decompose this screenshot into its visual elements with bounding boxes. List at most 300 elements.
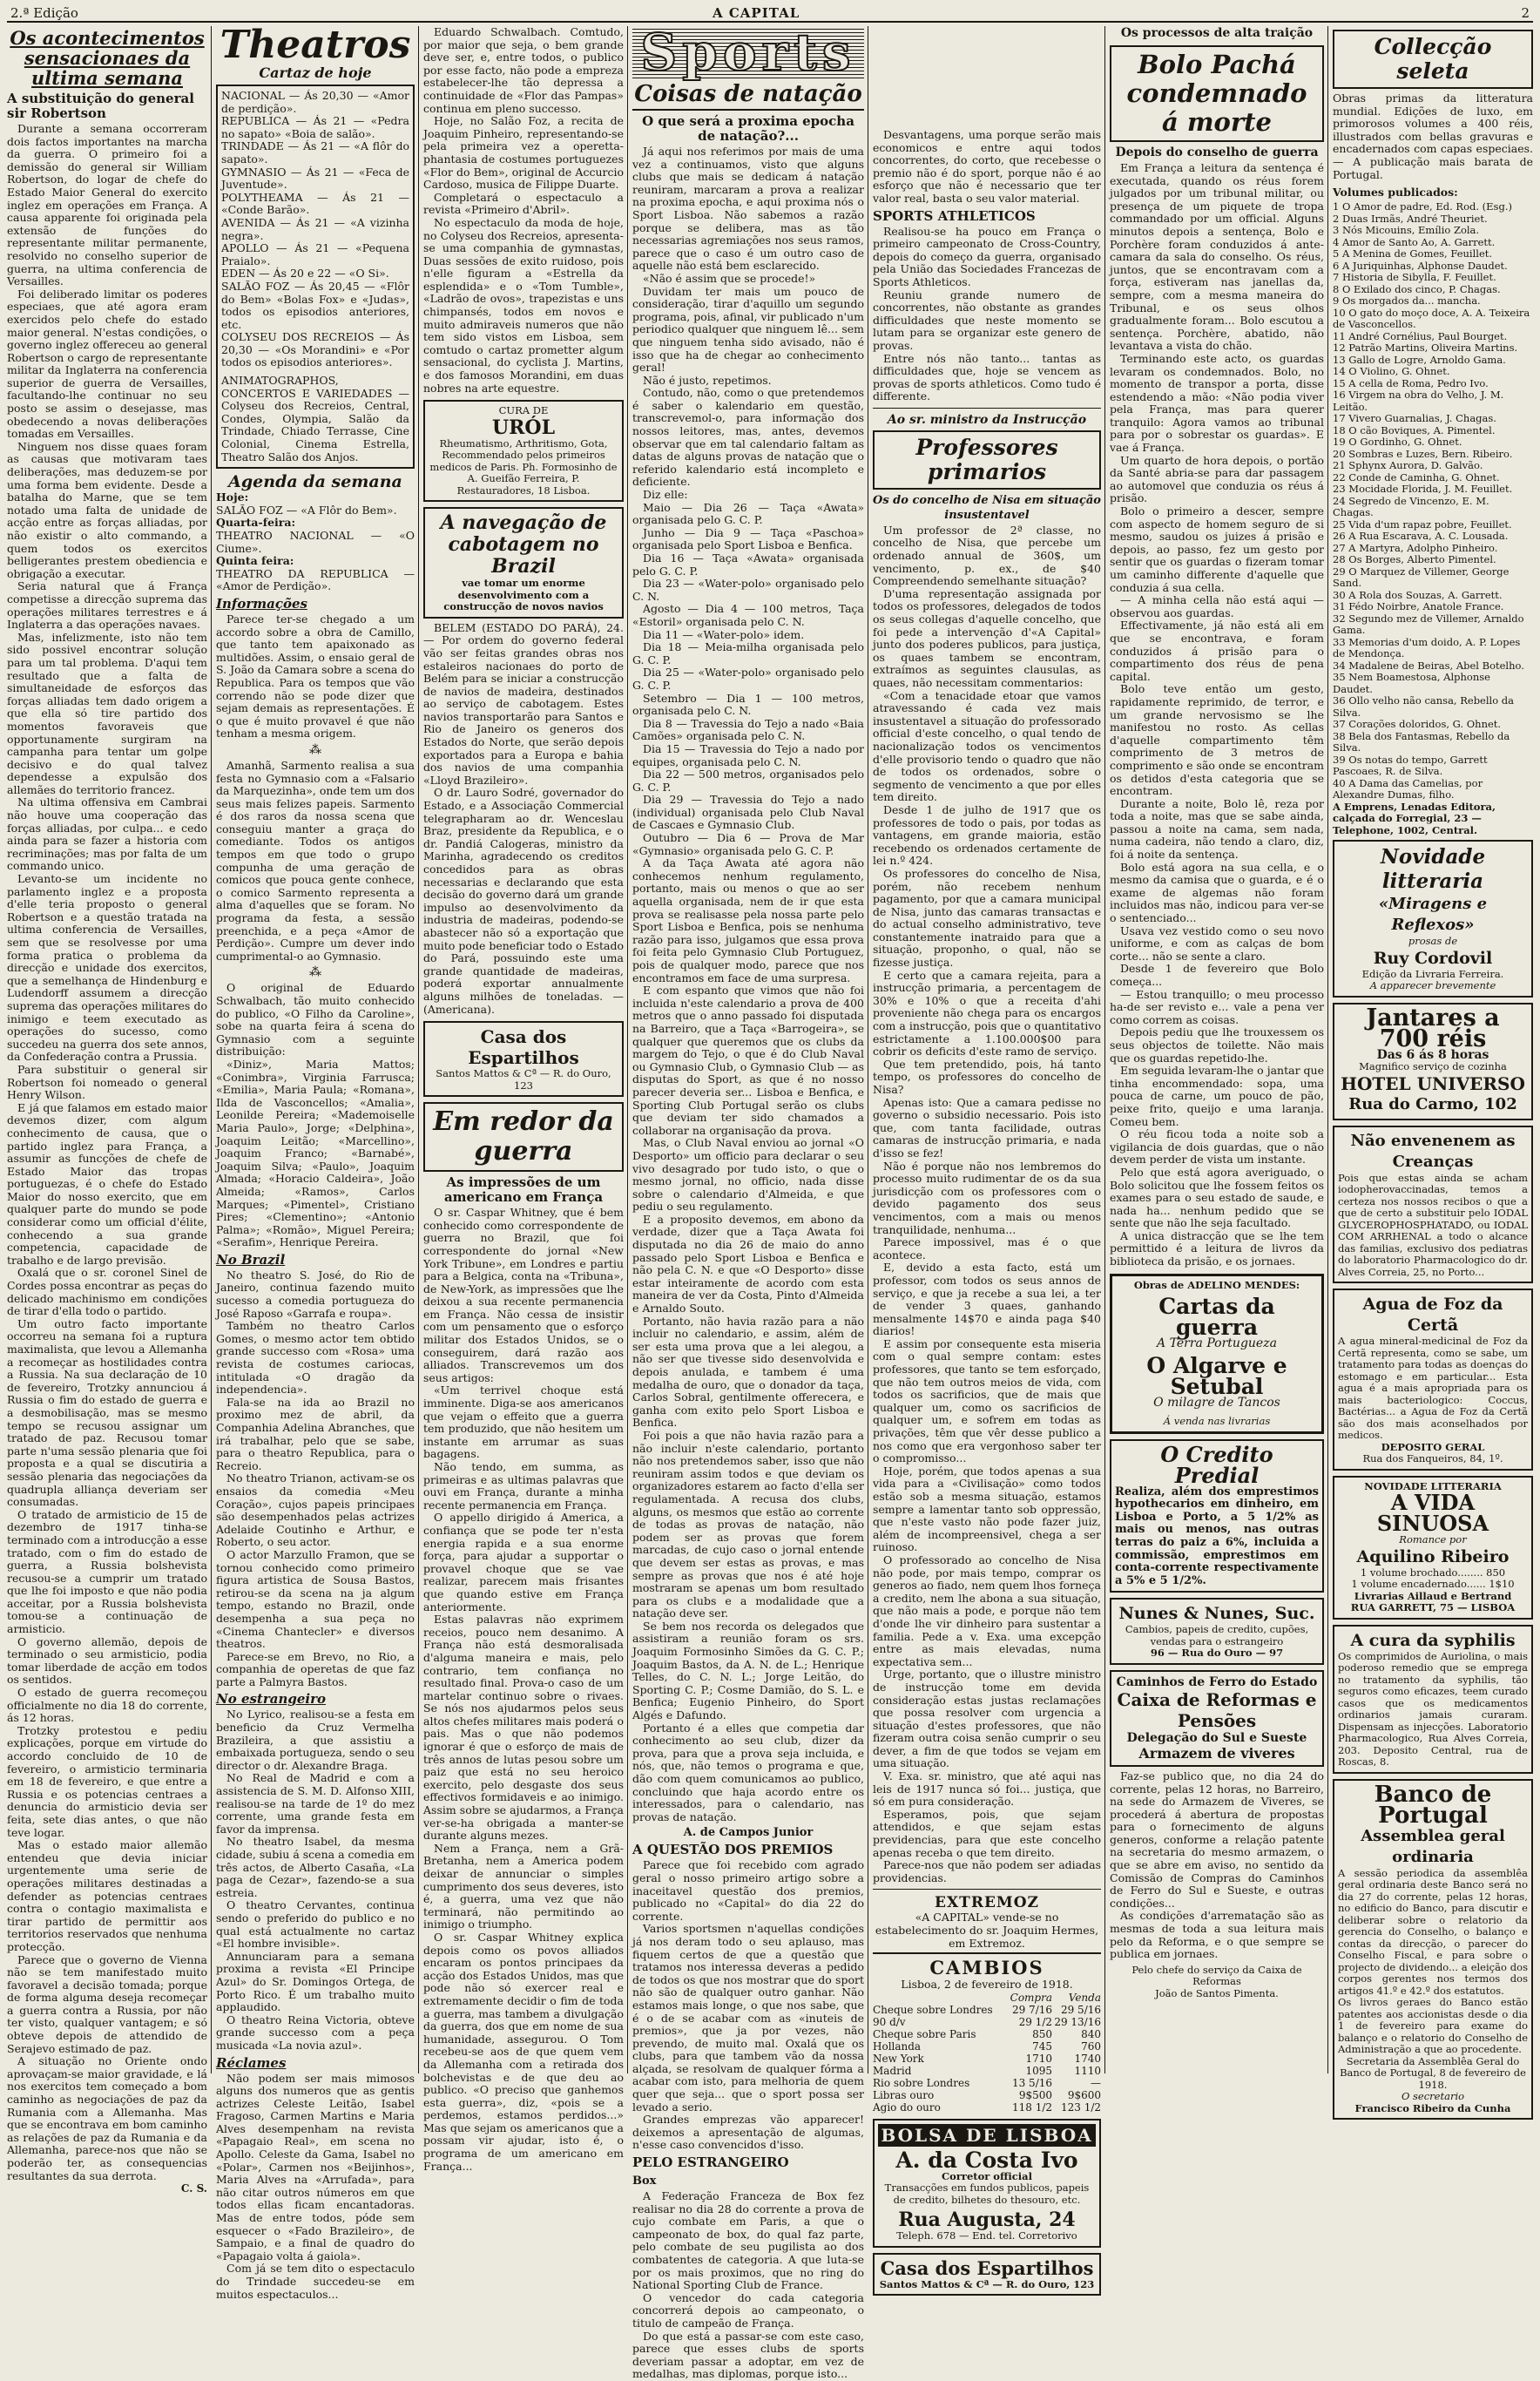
paragraph: E, devido a esta facto, está um professor, com todos os seus annos de serviço, e que ja recebe a sua lei, a ter de vender 3 quaes, ganhando mensalmente 14$70 e ainda paga $40 diarios! <box>873 1261 1101 1338</box>
ad-title: O Algarve e Setubal <box>1146 1352 1287 1399</box>
calendar-entry: Dia 11 — «Water-polo» idem. <box>643 627 805 641</box>
syphilis-ad <box>1333 1625 1533 1774</box>
article-subtitle: Os do concelho de Nisa em situação insustentavel <box>873 493 1101 522</box>
paragraph: Faz-se publico que, no dia 24 do corrente, pelas 12 horas, no Barreiro, na sede do Armazem de Viveres, se procederá á abertura de propostas para o fornecimento de alguns generos, conforme a relação patente na secretaria do mesmo armazem, o que se abre em aviso, no sentido da Comissão de Compras do Caminhos de Ferro do Sul e Sueste, e outras condições... <box>1110 1769 1324 1910</box>
ad-title: Casa dos Espartilhos <box>880 2256 1094 2279</box>
calendar-entry: Setembro — Dia 1 — 100 metros, organisada pelo C. N. <box>632 691 864 718</box>
ad-text: Magnifico serviço de cozinha <box>1359 1060 1507 1073</box>
ad-subtitle: Assemblea geral ordinaria <box>1361 1826 1505 1866</box>
page-number: 2 <box>1521 5 1530 21</box>
paragraph: O professorado ao concelho de Nisa não pode, por mais tempo, comprar os generos ao fiado, nem quem lhos forneça a credito, nem lhe abona a sua situação, que não mais a pode, e porque não tem d'onde lhe vir dinheiro para sustentar a familia. Pede a v. Exa. uma excepção entre as mais elevadas, numa expectativa sem... <box>873 1552 1101 1668</box>
paragraph: No Real de Madrid e com a assistencia de S. M. D. Alfonso XIII, realisou-se na tarde de 1º do mez corrente, uma grande festa em favor da imprensa. <box>216 1771 415 1836</box>
notice-title: Caixa de Reformas e Pensões <box>1117 1688 1317 1731</box>
ad-address: RUA GARRETT, 75 — LISBOA <box>1350 1601 1516 1614</box>
paragraph: Foi deliberado limitar os poderes especiaes, que até agora eram exercidos pelo chefe do estado maior general. N'estas condições, o governo inglez offereceu ao general Robertson o cargo de representante militar da Inglaterra na conferencia superior de guerra de Versailles, facultando-lhe continuar no seu posto se assim o desejasse, mas obedecendo a novas deliberações tomadas em Versailles. <box>7 287 207 441</box>
paragraph: V. Exa. sr. ministro, que até aqui nas leis de 1917 nunca só foi... justiça, que só em pura consideração. <box>873 1769 1101 1809</box>
list-item: 27 A Martyra, Adolpho Pinheiro. <box>1333 541 1498 554</box>
ad-head: NOVIDADE LITTERARIA <box>1364 1479 1502 1492</box>
paragraph: No Lyrico, realisou-se a festa em beneficio da Cruz Vermelha Brazileira, a que assistiu a embaixada portugueza, sendo o seu director o dr. Alexandre Braga. <box>216 1708 415 1772</box>
paragraph: A da Taça Awata até agora não conhecemos nenhum regulamento, portanto, mais ou menos o que ao ser aquella organisada, nem de ir que esta prova se realisasse pela nossa parte pelo Sport Lisboa e Benfica, pois se nenhuma razão para isso, julgamos que essa prova foi feita pelo Gymnasio Club Portuguez, pois de qualquer modo, parece que nos encontramos em face de uma surpresa. <box>632 856 864 984</box>
paragraph: Um professor de 2ª classe, no concelho de Nisa, que percebe um ordenado annual de 360$, um vencimento, p. ex., de $40 Compreendendo semelhante situação? <box>873 523 1101 588</box>
article-title: Bolo Pachá condemnado á morte <box>1126 50 1307 137</box>
divider <box>632 109 864 111</box>
paragraph: D'uma representação assignada por todos os professores, delegados de todos os seus collegas d'aquelle concelho, que foi pede a intervenção d'«A Capital» junto dos poderes publicos, para justiça, os quaes tambem se encontram, extraímos as seguintes clausulas, as quaes, não necessitam commentarios: <box>873 586 1101 689</box>
article-headline-box <box>423 507 624 619</box>
ad-title: Não envenenem as Creanças <box>1350 1131 1516 1171</box>
ad-subtitle: Romance por <box>1399 1533 1467 1546</box>
list-item: 24 Segredo de Vincenzo, E. M. Chagas. <box>1333 494 1489 519</box>
paragraph: E com espanto que vimos que não foi incluida n'este calendario a prova de 400 metros que o anno passado foi disputada na Barreiro, que a Taça «Barrogeira», se qualquer que queremos que os clubs da margem do Tejo, o que é do Club Naval ou Gymnasio Club, o Gymnasio Club — as disputas do Sport, as que é no nosso parecer deveria ser... Lisboa e Benfica, e Sporting Club Portugal serão os clubs que deviam ter sido chamados a collaborar na organisação da prova. <box>632 984 864 1137</box>
calendar-entry: Dia 8 — Travessia do Tejo a nado «Baia Camões» organisada pelo C. N. <box>632 716 864 743</box>
cambios-date: Lisboa, 2 de fevereiro de 1918. <box>901 1978 1073 1992</box>
ad-title: A cura da syphilis <box>1350 1630 1516 1650</box>
paragraph: Desvantagens, uma porque serão mais economicos e entre aqui todos concorrentes, do corto, que recebesse o premio não é do sport, porque não é ao esforço que não é necessario que ter valor real, basta o seu valor material. <box>873 128 1101 205</box>
ad-footer: Á venda nas livrarias <box>1163 1415 1271 1428</box>
paragraph: E certo que a camara rejeita, para a instrucção primaria, a percentagem de 30% e 10% o que a receita d'ahi proveniente não chega para os encargos com a instrucção, pois que o quantitativo estrictamente a 1.100.000$00 para cobrir os deficits d'este ramo de serviço. <box>873 968 1101 1059</box>
paragraph: Em França a leitura da sentença é executada, quando os réus forem julgados por um tribunal militar, ou presença de um piquete de tropa commandado por um official. Alguns minutos depois a sentença, Bolo e Porchère foram conduzidos á ante-camara da sala do conselho. Os réus, juntos, que se encontravam com a força, estiveram nas janellas da, sempre, com a mesma maneira do Tribunal, e os seus olhos gradualmente foram... Bolo escutou a sentença. Porchère, abatido, não levantava a vista do chão. <box>1110 161 1324 353</box>
list-item: 34 Madalene de Beiras, Abel Botelho. <box>1333 659 1524 672</box>
ad-author: Ruy Cordovil <box>1373 948 1493 968</box>
calendar-entry: Dia 29 — Travessia do Tejo a nado (individual) organisada pelo Club Naval de Cascaes e Gymnasio Club. <box>632 793 864 832</box>
volume-list <box>1333 201 1533 802</box>
paragraph: Portanto é a elles que competia dar conhecimento ao seu club, dizer da prova, para que a prova seja incluida, e nós, que, não temos o programa e que, dão com quem comunicamos ao publico, concluindo que haja acordo entre os interessados, para o calendario, nas provas de natação. <box>632 1721 864 1823</box>
article-headline-box <box>1110 45 1324 142</box>
paragraph: O vencedor do cada categoria concorrerá depois ao campeonato, o titulo de campeão de França. <box>632 2290 864 2330</box>
divider <box>873 1889 1101 1890</box>
column-5 <box>873 26 1101 2290</box>
signature: C. S. <box>180 2182 207 2195</box>
paragraph: O appello dirigido á America, a confiança que se pode ter n'esta energia rapida e a sua enorme força, para ajudar a supportar o provavel choque que se vae realizar, parecem mais frisantes que quando estive em França anteriormente. <box>423 1511 624 1613</box>
list-item: 29 O Marquez de Villemer, George Sand. <box>1333 565 1510 590</box>
ad-subtitle: A Terra Portugueza <box>1157 1336 1277 1351</box>
column-1 <box>7 26 207 2195</box>
paragraph: Um outro facto importante occorreu na semana foi a ruptura maximalista, que levou a Allemanha a recomeçar as hostilidades contra a Russia. Na sua declaração de 10 de fevereiro, Trotzky annunciou á Russia o fim do estado de guerra e a desmobilisação, mas se mesmo tempo se recusou assignar um tratado de paz. Recusou tomar parte n'uma sessão plenaria que foi proposta e a qual se discutiria a sessão plenaria das negociações da quadrupla alliança deveriam ser consumadas. <box>7 1316 207 1509</box>
ad-title: A VIDA SINUOSA <box>1376 1490 1489 1537</box>
listing-item: SALÃO FOZ — Ás 20,45 — «Flôr do Bem» «Bolas Fox» e «Judas», todos os episodios anteriores, etc. <box>221 279 409 331</box>
section-title: EXTREMOZ <box>935 1894 1039 1912</box>
paragraph: A unica distracção que se lhe tem permittido é a leitura de livros da biblioteca da prisão, e os jornaes. <box>1110 1228 1324 1268</box>
article-headline-box <box>423 1102 624 1172</box>
notice-subtitle: Armazem de viveres <box>1138 1744 1295 1762</box>
ad-text: Realiza, além dos emprestimos hypothecarios em dinheiro, em Lisboa e Porto, a 5 1/2% as mais ou menos, nas outras terras do paiz a 6%, incluida a commissão, emprestimos em conta-corrente respectivamente a 5% e 5 1/2%. <box>1115 1485 1319 1587</box>
list-item: 26 A Rua Escarava, A. C. Lousada. <box>1333 530 1509 543</box>
calendar-entry: Agosto — Dia 4 — 100 metros, Taça «Estoril» organisada pelo C. N. <box>632 602 864 628</box>
column-4 <box>632 23 864 2381</box>
paragraph: Apenas isto: Que a camara pedisse no governo o subsidio necessario. Pois isto que, com tanta facilidade, outras camaras de instrucção primaria, e nada d'isso se fez! <box>873 1095 1101 1160</box>
list-item: 25 Vida d'um rapaz pobre, Feuillet. <box>1333 517 1512 531</box>
calendar-entry: Dia 15 — Travessia do Tejo a nado por equipes, organisada pelo C. N. <box>632 741 864 768</box>
edition-label: 2.ª Edição <box>10 5 78 21</box>
paragraph: Contudo, não, como o que pretendemos é saber o kalendario em questão, transcrevemol-o, para informação dos nossos leitores, mas, antes, devemos observar que em tal calendario faltam as datas de alguns provas de natação que o referido kalendario está incompleto e deficiente. <box>632 386 864 489</box>
section-subtitle: Box <box>632 2175 657 2188</box>
column-rule <box>1327 26 1328 2073</box>
paragraph: Com já se tem dito o espectaculo do Trindade succedeu-se em muitos espectaculos... <box>216 2262 415 2301</box>
publisher-note: A Emprens, Lenadas Editora, calçada do Forregial, 23 — Telephone, 1002, Central. <box>1333 800 1496 836</box>
calendar-entry: Dia 22 — 500 metros, organisados pelo G. C. P. <box>632 768 864 794</box>
ad-phone: Teleph. 678 — End. tel. Corretorivo <box>896 2229 1077 2242</box>
list-item: 31 Fédo Noirbre, Anatole France. <box>1333 600 1504 613</box>
column-rule <box>418 26 419 2073</box>
ad-text: Santos Mattos & Cª — R. do Ouro, 123 <box>436 1067 611 1092</box>
list-item: 14 O Violino, G. Ohnet. <box>1333 365 1450 378</box>
nunes-ad <box>1110 1598 1324 1665</box>
article-subtitle: Depois do conselho de guerra <box>1115 145 1319 159</box>
list-item: 35 Nem Boamestosa, Alphonse Daudet. <box>1333 671 1490 695</box>
notice-box <box>1110 1670 1324 1767</box>
paragraph: Reuniu grande numero de concorrentes, não obstante as grandes difficuldades que neste momento se lutam para se organizar este genero de provas. <box>873 287 1101 352</box>
paragraph: Diz elle: <box>643 488 688 502</box>
paragraph: Entre nós não tanto... tantas as difficuldades que, hoje se vencem as provas de sports athleticos. Como tudo é differente. <box>873 351 1101 403</box>
ad-name: HOTEL UNIVERSO <box>1341 1072 1525 1094</box>
listing-item: ANIMATOGRAPHOS, CONCERTOS E VARIEDADES — Colyseu dos Recreios, Central, Condes, Olympia, Salão da Trindade, Chiado Terrasse, Cine Colonial, Cinema Estrella, Theatro Salão dos Anjos. <box>221 374 409 463</box>
paragraph: E já que falamos em estado maior devemos dizer, com algum conhecimento de causa, que o partido inglez para França, a assumir as funcções de chefe de Estado Maior das tropas portuguezas, é o chefe do Estado Maior do nosso exercito, que em qualquer parte do mundo se pode considerar como um official d'élite, conhecendo a sua grande competencia, capacidade de trabalho e de largo previsão. <box>7 1100 207 1267</box>
list-item: 32 Segundo mez de Villemer, Arnaldo Gama. <box>1333 612 1524 637</box>
agenda-list <box>216 491 415 593</box>
ad-title: Novidade litteraria <box>1380 845 1486 894</box>
section-title: No estrangeiro <box>216 1691 327 1708</box>
paragraph: Portanto, não havia razão para a não incluir no calendario, e assim, além de ser esta uma prova que a lei alegou, a não ser que tivesse sido desenvolvida e depois anulada, e tambem é uma medalha de ouro, que o donador da taça, Carlos Sobral, gentilmente offerecera, e ganha com exito pelo Sport Lisboa e Benfica. <box>632 1314 864 1430</box>
paragraph: Não é porque não nos lembremos do processo muito rudimentar de os da sua jurisdicção com os professores com o devido pagamento dos seus vencimentos, com a mais ou menos tranquilidade, nenhuma... <box>873 1159 1101 1236</box>
ad-title: URÓL <box>491 416 556 439</box>
ad-text: A sessão periodica da assemblêa geral ordinaria deste Banco será no dia 27 do corrente, pelas 12 horas, no edificio do Banco, para discutir e deliberar sobre o relatorio da gerencia do Conselho, o balanço e contas da direcção, o parecer do Conselho Fiscal, e para sobre o projecto de dividendo... a eleição dos corpos gerentes nos termos dos artigos 41.º e 42.º dos estatutos. <box>1338 1866 1528 1997</box>
paragraph: Já aqui nos referimos por mais de uma vez a continuamos, visto que alguns clubs que mais se dedicam á natação reuniram, marcaram a prova a realizar na proxima epocha, e aqui proxima nós o Sport Lisboa. Não sabemos a razão porque se delibera, mas as tão necessarias agremiações nos seus ramos, parece que o caso é um outro caso de aquelle não está bem esclarecido. <box>632 145 864 273</box>
paragraph: Annunciaram para a semana proxima a revista «El Principe Azul» do Sr. Domingos Ortega, de Porto Rico. É um trabalho muito applaudido. <box>216 1949 415 2014</box>
paragraph: Mas, o Club Naval enviou ao jornal «O Desporto» um officio para declarar o seu vivo desagrado por tudo isto, o que o mesmo jornal, no officio, nada disse sobre o calendario d'Almeida, e que pediu o seu regulamento. <box>632 1136 864 1214</box>
section-title: A QUESTÃO DOS PREMIOS <box>632 1842 834 1858</box>
table-row: Agio do ouro 118 1/2 123 1/2 <box>873 2100 1101 2114</box>
ad-text: Pois que estas ainda se acham iodopherovaccinadas, temos a certeza nos nossos recibos o que a que de certo a substituir pelo IODAL GLYCEROPHOSPHATADO, ou IODAL COM ARRHENAL a todo o alcance das familias, exclusivo dos pediatras do laboratorio Pharmacologico do dr. Alves Correia, 25, no Porto... <box>1338 1171 1528 1278</box>
list-item: 9 Os morgados da... mancha. <box>1333 294 1481 308</box>
sports-masthead-continued <box>873 26 1101 129</box>
list-item: 10 O gato do moço doce, A. A. Teixeira de Vasconcellos. <box>1333 306 1530 331</box>
list-item: 15 A cella de Roma, Pedro Ivo. <box>1333 376 1489 389</box>
paragraph: Parece impossivel, mas é o que acontece. <box>873 1235 1101 1262</box>
calendar-entry: Dia 23 — «Water-polo» organisado pelo C. N. <box>632 577 864 603</box>
list-item: 11 André Cornélius, Paul Bourget. <box>1333 329 1508 342</box>
paragraph: BELEM (ESTADO DO PARÁ), 24. — Por ordem do governo federal vão ser feitas grandes obras nos estaleiros nacionaes do porto de Belém para se iniciar a construcção de navios de madeira, destinados ao serviço de cabotagem. Estes navios transportarão para Santos e Rio de Janeiro os generos dos Estados do Norte, que serão depois exportados para a Europa e bahia dos navios de uma companhia «Lloyd Brazileiro». <box>423 620 624 787</box>
article-title: Os acontecimentos sensacionaes da ultima semana <box>10 27 205 89</box>
listing-item: TRINDADE — Ás 21 — «A flôr do sapato». <box>221 139 409 166</box>
paragraph: Nem a França, nem a Grã-Bretanha, nem a America podem deixar de annunciar o simples cumprimento dos seus deveres, isto é, a guerra, uma vez que não terminará, não permitindo ao inimigo o triumpho. <box>423 1841 624 1931</box>
paragraph: Desde 1 de fevereiro que Bolo começa... <box>1110 962 1324 988</box>
paragraph: Effectivamente, já não está ali em que se encontrava, e foram conduzidos á prisão para o compartimento dos réus de pena capital. <box>1110 619 1324 683</box>
signature: O secretario <box>1401 2090 1465 2103</box>
divider <box>873 408 1101 409</box>
column-7 <box>1333 26 1533 2114</box>
paragraph: Parece que foi recebido com agrado geral o nosso primeiro artigo sobre a inaceitavel questão dos premios, publicado no «Capital» do dia 22 do corrente. <box>632 1858 864 1923</box>
table-row: Rio sobre Londres 13 5/16 — <box>873 2076 1101 2089</box>
paragraph: O réu ficou toda a noite sob a vigilancia de dois guardas, que o não devem perder de vista um instante. <box>1110 1127 1324 1167</box>
vida-sinuosa-ad <box>1333 1476 1533 1620</box>
agenda-item: Quinta feira: <box>216 554 294 568</box>
espartilhos-ad <box>873 2253 1101 2296</box>
ad-title: BOLSA DE LISBOA <box>878 2124 1096 2147</box>
paragraph: — Estou tranquillo; o meu processo ha-de ser revisto e... vale a pena ver como correm as coisas. <box>1110 987 1324 1026</box>
article-subtitle: As impressões de um americano em França <box>443 1174 604 1206</box>
credito-predial-ad <box>1110 1439 1324 1593</box>
ad-subtitle: Das 6 ás 8 horas <box>1376 1047 1489 1062</box>
ad-head: Obras de ADELINO MENDES: <box>1133 1278 1300 1291</box>
ad-text: Cambios, papeis de credito, cupões, vendas para o estrangeiro <box>1125 1623 1309 1647</box>
list-item: 5 A Menina de Gomes, Feuillet. <box>1333 247 1493 260</box>
article-title: A navegação de cabotagem no Brazil <box>440 511 607 578</box>
cambios-table <box>873 2004 1101 2114</box>
page-header <box>7 5 1533 23</box>
paragraph: Fala-se na ida ao Brazil no proximo mez de abril, da Companhia Adelina Abranches, que irá trabalhar, pelo que se sabe, para o theatro Republica, para o Recreio. <box>216 1395 415 1472</box>
agenda-item: SALÃO FOZ — «A Flôr do Bem». <box>216 503 397 517</box>
paragraph: Esperamos, pois, que sejam attendidos, e que sejam estas previdencias, para que este concelho apenas receba o que tem direito. <box>873 1807 1101 1859</box>
ad-title: Banco de Portugal <box>1374 1781 1492 1829</box>
agua-ad <box>1333 1289 1533 1471</box>
ad-text: Os comprimidos de Auriolina, o mais poderoso remedio que se emprega no tratamento da syphilis, tão seguros como eficazes, teem curado casos que os medicamentos ordinarios jamais curaram. Dispensam as injecções. Laboratorio Pharmacologico, Rua Alves Correia, 203. Deposito Central, rua de Roscas, 8. <box>1338 1649 1528 1769</box>
collection-headline-box <box>1333 30 1533 89</box>
table-row: Madrid 1095 1110 <box>873 2064 1101 2077</box>
calendar-entry: Dia 25 — «Water-polo» organisado pelo G. C. P. <box>632 666 864 692</box>
paragraph: O sr. Caspar Whitney, que é bem conhecido como correspondente de guerra no Brazil, que foi correspondente do jornal «New York Tribune», em Londres e partiu para a Belgica, conta na «Tribuna», de New-York, as impressões que lhe deixou a sua recente permanencia em França. Não cessa de insistir com um pensamento que o esforço militar dos Estados Unidos, se o conseguirem, dará razão aos alliados. Transcrevemos um dos seus artigos: <box>423 1206 624 1384</box>
list-item: 13 Gallo de Logre, Arnoldo Gama. <box>1333 353 1506 366</box>
listing-item: EDEN — Ás 20 e 22 — «O Si». <box>221 267 389 281</box>
list-item: 37 Corações doloridos, G. Ohnet. <box>1333 718 1502 731</box>
paragraph: As condições d'arrematação são as mesmas de toda a sua leitura mais pelo da Reforma, e o que sempre se publica em jornaes. <box>1110 1909 1324 1961</box>
cambios-title: CAMBIOS <box>929 1957 1044 1979</box>
ad-head: CURA DE <box>498 404 549 417</box>
paragraph: «Com a tenacidade etoar que vamos atravessando é cada vez mais insustentavel a situação do professorado official d'este concelho, o qual tendo de nacionalização todos os vencimentos d'elle provisorio tendo o quadro que não de todos os ordenados, sobre o segmento de vencimento a que por elles tem direito. <box>873 688 1101 804</box>
paragraph: Parece-se em Brevo, no Rio, a companhia de operetas de que faz parte a Palmyra Bastos. <box>216 1649 415 1688</box>
paragraph: Que tem pretendido, pois, há tanto tempo, os professores do concelho de Nisa? <box>873 1057 1101 1096</box>
article-subtitle: A substituição do general sir Robertson <box>7 91 194 121</box>
listing-item: APOLLO — Ás 21 — «Pequena Praialo». <box>221 241 409 267</box>
paragraph: Terminando este acto, os guardas levaram os condemnados. Bolo, no momento de transpor a porta, disse estendendo a mão: «Não podia viver pela França, mas para querer tranquilo: Agora vamos ao tribunal para por o sobrestar os guardas». E vae á França. <box>1110 351 1324 455</box>
list-item: 17 Vivero Guarnalias, J. Chagas. <box>1333 412 1496 425</box>
list-item: 18 O cão Boviques, A. Pimentel. <box>1333 423 1496 436</box>
jantares-ad <box>1333 1003 1533 1120</box>
list-item: 21 Sphynx Aurora, D. Galvão. <box>1333 459 1483 472</box>
ad-title: Agua de Foz da Certã <box>1362 1295 1503 1336</box>
table-row: New York 1710 1740 <box>873 2052 1101 2065</box>
ad-title: Jantares a 700 réis <box>1366 1004 1500 1052</box>
paragraph: Do que está a passar-se com este caso, parece que esses clubs de sports deveriam passar a adoptar, em vez de medalhas, mas diplomas, porque isto... <box>632 2329 864 2381</box>
table-row: Cheque sobre Londres 29 7/16 29 5/16 <box>873 2003 1101 2016</box>
ad-title: Nunes & Nunes, Suc. <box>1118 1604 1315 1624</box>
listing-item: GYMNASIO — Ás 21 — «Feca de Juventude». <box>221 165 409 192</box>
paragraph: Foi pois a que não havia razão para a não incluir n'este calendario, portanto não nos pretendemos saber, isso que não reuniram assim todos e que deviam os organizadores estarem ao facto d'ella ser regulamentada. A recusa dos clubs, alguns, os mesmos que estão ao corrente de todas as provas de natação, não podem ser as provas que forem marcadas, de cujo caso o jornal entende que devem ser estas as provas, e mas sempre as provas que nos é até hoje mostraram se apenas um bom resultado para os clubs e a modalidade que a natação deve ser. <box>632 1428 864 1620</box>
paragraph: Pelo que está agora averiguado, o Bolo solicitou que lhe fossem feitos os exames para o seu estado de saude, e nada ha... nenhum pedido que se sente que não lhe seja facultado. <box>1110 1165 1324 1230</box>
signature: A. de Campos Junior <box>683 1826 814 1840</box>
paragraph: Parece ter-se chegado a um accordo sobre a obra de Camillo, que tanto tem apaixonado as multidões. Assim, o ensaio geral de S. João da Camara sobre a scena do Republica. Para os tempos que vão correndo não se pode dizer que sejam demais as representações. É o que é muito provavel é que não tenham a mesma origem. <box>216 612 415 741</box>
article-subtitle: O que será a proxima epocha de natação?... <box>642 113 854 144</box>
list-item: 23 Mocidade Florida, J. M. Feuillet. <box>1333 483 1513 496</box>
article-headline-box <box>873 430 1101 490</box>
list-item: 16 Virgem na obra do Velho, J. M. Leitão. <box>1333 389 1504 413</box>
ad-text: Edição da Livraria Ferreira. <box>1361 967 1504 980</box>
listing-item: AVENIDA — Ás 21 — «A vizinha negra». <box>221 215 409 242</box>
calendar-entry: Outubro — Dia 6 — Prova de Mar «Gymnasio» organisada pelo G. C. P. <box>632 831 864 857</box>
paragraph: Grandes emprezas vão apparecer! deixemos a apresentação de algumas, n'esse caso convencidos d'isso. <box>632 2113 864 2152</box>
column-rule <box>211 26 212 2073</box>
section-title: No Brazil <box>216 1251 286 1268</box>
ad-text: Livrarias Aillaud e Bertrand <box>1354 1589 1512 1602</box>
ad-title: O Credito Predial <box>1160 1441 1273 1488</box>
sports-masthead: Sports <box>632 26 864 78</box>
paragraph: O theatro Reina Victoria, obteve grande successo com a peça musicada «La novia azul». <box>216 2012 415 2052</box>
calendar-entry: Dia 16 — Taça «Awata» organisada pelo G. C. P. <box>632 551 864 578</box>
paragraph: No theatro Isabel, da mesma cidade, subiu á scena a comedia em três actos, de Alberto Casaña, «La paga de Cezar», fazendo-se a sua estreia. <box>216 1835 415 1899</box>
article-title: Em redor da guerra <box>433 1106 614 1167</box>
paragraph: A situação no Oriente ondo aprovaçam-se maior gravidade, e lá nos exercitos tem começado a bom caminho as negociações de paz da Rumania com a Allemanha. Mas que se encontrava em bom caminho as relações de paz da Rumania e da Allemanha, parece-nos que não se poderão ter, as consequencias resultantes da sua derrota. <box>7 2054 207 2182</box>
table-row: Cheque sobre Paris 850 840 <box>873 2027 1101 2040</box>
list-item: 19 O Gordinho, G. Ohnet. <box>1333 436 1462 449</box>
paragraph: Parece-nos que não podem ser adiadas providencias. <box>873 1858 1101 1884</box>
article-title: Collecção seleta <box>1374 34 1492 84</box>
paragraph: Duvidam ter mais um pouco de consideração, tirar d'aquillo um segundo programa, pois, afinal, vir publicado n'um periodico qualquer que ninguem lê... sem que ninguem tenha sido avisado, não é isso que ha de chegar ao conhecimento geral! <box>632 284 864 375</box>
paragraph: O governo allemão, depois de terminado o seu armisticio, podia tomar liberdade de acção em todos os sentidos. <box>7 1634 207 1687</box>
paragraph: Seria natural que á França competisse a direcção suprema das operações militares terrestres e á Inglaterra a das operações navaes. <box>7 579 207 632</box>
list-item: 12 Patrão Martins, Oliveira Martins. <box>1333 342 1518 355</box>
ad-text: Rheumatismo, Arthritismo, Gota, Recommendado pelos primeiros medicos de Paris. Ph. Formosinho de A. Gueifão Ferreira, P. Restauradores, 18 Lisboa. <box>429 436 618 497</box>
paragraph: No theatro S. José, do Rio de Janeiro, continua fazendo muito sucesso a comedia portugueza do José Raposo «Garrafa e roupa». <box>216 1268 415 1320</box>
table-row: 90 d/v 29 1/2 29 13/16 <box>873 2015 1101 2028</box>
paragraph: Desde 1 de julho de 1917 que os professores de todo o pais, por todas as vantagens, em grande maioria, estão recebendo os ordenados certamente de lei n.º 424. <box>873 802 1101 868</box>
agenda-item: Hoje: <box>216 490 249 504</box>
table-row: Hollanda 745 760 <box>873 2039 1101 2053</box>
section-title: SPORTS ATHLETICOS <box>873 207 1036 224</box>
paragraph: Eduardo Schwalbach. Comtudo, por maior que seja, o bem grande deve ser, e, entre todos, o publico por esse facto, não pode a empreza estabelecer-lhe tão depressa a continuidade de «Flor das Pampas» continua em pleno successo. <box>423 25 624 115</box>
paragraph: Estas palavras não exprimem receios, pouco nem desanimo. A França não está desmoralisada d'alguma maneira e mais, pelo contrario, tem confiança no resultado final. Prova-o caso de um martelar continuo sobre o rivaes. Se nós nos ajudarmos pelos seus altos chefes militares mais poderá o pais. Mas o que não podemos ignorar é que o esforço de mais de três annos de lutas pesou sobre um paiz que está no seu heroico exercito, pelo desgaste dos seus effectivos formidaveis e ao inimigo. Assim sobre se ajudarmos, a França ver-se-ha obrigada a manter-se durante alguns mezes. <box>423 1613 624 1843</box>
listing-item: NACIONAL — Ás 20,30 — «Amor de perdição». <box>221 89 409 115</box>
espartilhos-ad <box>423 1021 624 1097</box>
ad-price: 1 volume encadernado...... 1$10 <box>1351 1578 1515 1591</box>
paragraph: «Um terrivel choque está imminente. Diga-se aos americanos que vejam o effeito que a guerra tem produzido, que não hesitem um instante em arrumar as suas bagagens. <box>423 1383 624 1461</box>
divider <box>873 1952 1101 1954</box>
calendar-entry: Maio — Dia 26 — Taça «Awata» organisada pelo G. C. P. <box>632 500 864 527</box>
notice-title: Caminhos de Ferro do Estado <box>1116 1674 1318 1689</box>
paragraph: Bolo o primeiro a descer, sempre com aspecto de homem seguro de si mesmo, saudou os juizes á prisão e depois, ao passo, fez um gesto por sentir que os guardas o fizeram tomar um caminho differente d'aquelle que conduzia á sua cella. <box>1110 504 1324 594</box>
ad-deposit: DEPOSITO GERAL <box>1381 1440 1485 1453</box>
paragraph: Bolo teve então um gesto, rapidamente reprimido, de terror, e um grande nervosismo se lhe manifestou no rosto. As cellas d'aquelle compartimento têm comprimento de 3 metros de comprimento e são onde se encontram os detidos d'esta categoria que se encontram. <box>1110 682 1324 798</box>
paragraph: Hoje, no Salão Foz, a recita de Joaquim Pinheiro, representando-se pela primeira vez a operetta-phantasia de costumes portuguezes «Flor do Bem», original de Accurcio Cardoso, musica de Filippe Duarte. <box>423 114 624 192</box>
signature: Francisco Ribeiro da Cunha <box>1354 2101 1511 2114</box>
list-item: 28 Os Borges, Alberto Pimentel. <box>1333 553 1496 566</box>
ad-address: Rua Augusta, 24 <box>898 2209 1076 2232</box>
list-item: 30 A Rola dos Souzas, A. Garrett. <box>1333 588 1503 601</box>
paragraph: Se bem nos recorda os delegados que assistiram a reunião foram os srs. Joaquim Formosinho Simões da G. C. P.; Joaquim Bastos, da A. N. de L.; Henrique Telles, do C. N. L.; Jorge Leitão, do Sporting C. P.; Cosme Damião, do S. L. e Benfica; Eugenio Pinheiro, do Sport Algés e Dafundo. <box>632 1619 864 1722</box>
list-item: 4 Amor de Santo Ao, A. Garrett. <box>1333 235 1496 248</box>
ad-date: Secretaria da Assemblêa Geral do Banco de Portugal, 8 de fevereiro de 1918. <box>1340 2054 1526 2091</box>
urol-ad <box>423 400 624 502</box>
listing-item: REPUBLICA — Ás 21 — «Pedra no sapato» «Boia de salão». <box>221 114 409 140</box>
list-item: 2 Duas Irmãs, André Theuriet. <box>1333 212 1488 225</box>
article-title: Professores primarios <box>915 434 1058 484</box>
section-title: Informações <box>216 595 307 612</box>
ad-author: Aquilino Ribeiro <box>1356 1546 1510 1566</box>
ad-address: Rua do Carmo, 102 <box>1348 1094 1517 1113</box>
paragraph: Também no theatro Carlos Gomes, o mesmo actor tem obtido grande successo com «Rosa» uma revista de costumes cariocas, intitulada «O dragão da independencia». <box>216 1319 415 1397</box>
column-rule <box>627 26 628 2073</box>
paragraph: Não tendo, em summa, as primeiras e as ultimas palavras que ouvi em França, durante a minha recente permanencia em França. <box>423 1460 624 1512</box>
cambios-header: Compra Venda <box>1010 1991 1101 2004</box>
paragraph: Trotzky protestou e pediu explicações, porque em virtude do accordo concluido de 10 de fevereiro, o armisticio terminaria em 18 de fevereiro, e que entre a Russia e os potencias centraes a denuncia do armisticio devia ser feita, sete dias antes, o que não teve logar. <box>7 1723 207 1839</box>
ad-subtitle: prosas de <box>1408 935 1458 948</box>
paragraph: O original de Eduardo Schwalbach, tão muito conhecido do publico, «O Filho da Caroline», sobe na quarta feira á scena do Gymnasio com a seguinte distribuição: <box>216 981 415 1059</box>
ad-name: A. da Costa Ivo <box>895 2147 1078 2173</box>
paragraph: Mas, infelizmente, isto não tem sido possivel encontrar solução para um tal problema. D'aqui tem resultado que a falta de simultaneidade de esforços das forças alliadas tem dado origem a que ella só tire partido dos momentos favoraveis que opportunamente surgiram na campanha para tentar um golpe decisivo e do qual talvez dependesse a expulsão dos allemães do territorio francez. <box>7 630 207 796</box>
section-title: Os processos de alta traição <box>1120 26 1314 40</box>
bolsa-ad <box>873 2119 1101 2248</box>
ad-subtitle: Corretor official <box>942 2169 1032 2182</box>
adelino-mendes-ad <box>1110 1274 1324 1434</box>
list-item: 7 Historia de Sibylla, F. Feuillet. <box>1333 271 1496 284</box>
paragraph: Oxalá que o sr. coronel Sinel de Cordes possa encontrar as peças do delicado machinismo em condições de tirar d'ella todo o partido. <box>7 1266 207 1318</box>
agenda-item: THEATRO DA REPUBLICA — «Amor de Perdição». <box>216 566 415 593</box>
list-item: 39 Os notas do tempo, Garrett Pascoaes, R. de Silva. <box>1333 753 1488 778</box>
section-title: Volumes publicados: <box>1333 186 1458 200</box>
paragraph: No theatro Trianon, activam-se os ensaios da comedia «Meu Coração», cujos papeis principaes são desempenhados pelas actrizes Adelaide Coutinho e Arthur, e Roberto, o seu actor. <box>216 1471 415 1549</box>
list-item: 6 A Juriquinhas, Alphonse Daudet. <box>1333 259 1508 272</box>
table-row: Libras ouro 9$500 9$600 <box>873 2088 1101 2101</box>
paragraph: Usava vez vestido como o seu novo uniforme, e com as calças de bom corte... não se sente a claro. <box>1110 923 1324 963</box>
listings-box <box>216 85 415 469</box>
paragraph: Realisou-se ha pouco em França o primeiro campeonato de Cross-Country, depois do começo da guerra, organisado pela União das Sociedades Francezas de Sports Athleticos. <box>873 224 1101 288</box>
paragraph: Em seguida levaram-lhe o jantar que tinha encommendado: sopa, uma pouca de carne, um pouco de pão, peixe frito, queijo e uma laranja. Comeu bem. <box>1110 1064 1324 1128</box>
signature: João de Santos Pimenta. <box>1155 1986 1279 1999</box>
ad-book-title: «Miragens e Reflexos» <box>1378 895 1488 935</box>
agenda-item: THEATRO NACIONAL — «O Ciume». <box>216 529 415 555</box>
signature: Pelo chefe do serviço da Caixa de Reformas <box>1131 1963 1302 1988</box>
ad-price: 1 volume brochado........ 850 <box>1360 1566 1506 1579</box>
paragraph: E assim por consequente esta miseria com o qual sempre contam: estes professores, que tanto se tem esforçado, que não tem outros meios de vida, com todos os sacrificios, que de mais que qualquer um, como os sacrificios de qualquer um, e sofrem em todas as privações, têm que vêr desse publico a nos como que era vergonhoso saber ter o compromisso... <box>873 1336 1101 1465</box>
paragraph: Mas o estado maior allemão entendeu que devia iniciar urgentemente uma serie de operações militares destinadas a defender as potencias centraes contra o contagio maximalista e tirar partido de permittir aos territorios reservados que nenhuma protecção. <box>7 1838 207 1953</box>
paragraph: No espectaculo da moda de hoje, no Colyseu dos Recreios, apresenta-se uma companhia de gymnastas, Duas sessões de exito ruidoso, pois n'elle figuram a «Estrella da esplendida» e o «Tom Tumble», «Ladrão de ovos», trapezistas e uns chimpansés, todos em novos e muito admiraveis numeros que não tem sido vistos em Lisboa, sem comtudo o cartaz prometter algum sensacional, do cyclista J. Martins, e dos famosos Morandini, em duas nobres na arte equestre. <box>423 215 624 395</box>
paragraph: Hoje, porém, que todos apenas a sua vida para a «Civilisação» como todos estão sob a mesma situação, estamos sempre a lamentar tanto sob oppressão, que n'este vasto não pode fazer juiz, além de incompreensivel, chega a ser ruinoso. <box>873 1464 1101 1554</box>
column-rule <box>1104 26 1105 2073</box>
paragraph: O dr. Lauro Sodré, governador do Estado, e a Associação Commercial telegrapharam ao dr. Wenceslau Braz, presidente da Republica, e o dr. Pandiá Calogeras, ministro da Marinha, agradecendo os creditos concedidos para as obras necessarias e declarando que esta decisão do governo dará um grande impulso ao desenvolvimento da industria de madeiras, podendo-se abastecer não só a exportação que muito pode beneficiar todo o Estado do Pará, possuindo este uma grande quantidade de madeiras, poderá exportar annualmente alguns milhões de toneladas. — (Americana). <box>423 786 624 1016</box>
paragraph: A Federação Franceza de Box fez realisar no dia 28 do corrente a prova de cujo combate em Paris, a que o campeonato de box, do qual faz parte, pelo combate de seu pugilista ao dos combatentes de categoria. A que luta-se por os mais proximos, que no ring do National Sporting Club de France. <box>632 2189 864 2292</box>
article-title: Coisas de natação <box>634 81 862 107</box>
ornament: ⁂ <box>309 742 321 757</box>
notice-subtitle: Delegação do Sul e Sueste <box>1126 1730 1307 1745</box>
list-item: 33 Memorias d'um doido, A. P. Lopes de Mendonça. <box>1333 635 1521 660</box>
paragraph: O theatro Cervantes, continua sendo o preferido do publico e no qual está actualmente no cartaz «El hombre invisible». <box>216 1898 415 1951</box>
section-title: PELO ESTRANGEIRO <box>632 2154 789 2171</box>
listing-item: POLYTHEAMA — Ás 21 — «Conde Barão». <box>221 190 409 217</box>
list-item: 20 Sombras e Luzes, Bern. Ribeiro. <box>1333 447 1513 460</box>
paragraph: Depois pediu que lhe trouxessem os seus objectos de toilette. Não mais que os guardas repetido-lhe. <box>1110 1025 1324 1065</box>
column-3 <box>423 25 624 2173</box>
paragraph: Não é justo, repetimos. <box>643 373 772 387</box>
swim-calendar <box>632 502 864 858</box>
paragraph: Os professores do concelho de Nisa, porém, não recebem nenhum pagamento, por que a camara municipal de Nisa, junto das camaras transactas e do actual conselho administrativo, teve constantemente inatraido para que a situação, proponho, o qual, não se fizesse justiça. <box>873 866 1101 970</box>
ad-text: Santos Mattos & Cª — R. do Ouro, 123 <box>879 2277 1095 2290</box>
list-item: 22 Conde de Caminha, G. Ohnet. <box>1333 470 1500 484</box>
paragraph: — A minha cella não está aqui — observou aos guardas. <box>1110 593 1324 619</box>
section-title: Réclames <box>216 2054 287 2071</box>
ad-title: Cartas da guerra <box>1158 1294 1275 1341</box>
paragraph: «Diniz», Maria Mattos; «Conimbra», Virginia Farrusca; «Emilia», Maria Paula; «Romana», Ilda de Vasconcellos; «Amalia», Leonilde Pereira; «Mademoiselle Maria Paulo», Jorge; «Delphina», Joaquim Leitão; «Marcellino», Joaquim Franco; «Barnabé», Joaquim Silva; «Paulo», Joaquim Almada; «Horacio Caldeira», João Almeida; «Ramos», Carlos Marques; «Pimentel», Cristiano Pires; «Clementino»; «Antonio Palma»; «Romão», Miguel Pereira; «Serafim», Henrique Pereira. <box>216 1057 415 1249</box>
paragraph: Durante a semana occorreram dois factos importantes na marcha da guerra. O primeiro foi a demissão do general sir William Robertson, do logar de chefe do Estado Maior General do exercito inglez em operações em França. A causa apparente foi originada pela extensão de funções do representante militar permanente, resolvido no conselho superior de guerra, na ultima conferencia de Versailles. <box>7 122 207 288</box>
ad-text: Transacções em fundos publicos, papeis de credito, bilhetes do thesouro, etc. <box>884 2181 1090 2206</box>
list-item: 1 O Amor de padre, Ed. Rod. (Esg.) <box>1333 200 1512 213</box>
column-6 <box>1110 26 1324 2073</box>
ad-address: 96 — Rua do Ouro — 97 <box>1150 1647 1284 1660</box>
paragraph: Urge, portanto, que o illustre ministro de instrucção tome em devida consideração estas justas reclamações que possa resolver com urgencia a situação d'estes professores, que não fizeram outra coisa senão cumprir o seu dever, a fim de que todos se vejam em uma situação. <box>873 1667 1101 1770</box>
banco-notice <box>1333 1779 1533 2121</box>
paragraph: Para substituir o general sir Robertson foi nomeado o general Henry Wilson. <box>7 1062 207 1102</box>
paragraph: Na ultima offensiva em Cambrai não houve uma cooperação das forças alliadas, por culpa... e cedo ainda para se fazer a historia com recriminações; mas por falta de um commando unico. <box>7 795 207 873</box>
collection-intro: Obras primas da litteratura mundial. Edições de luxo, em primorosos volumes a 400 réis, illustrados com bellas gravuras e encadernados com capas especiaes. — A publicação mais barata de Portugal. <box>1333 91 1533 181</box>
paragraph: O tratado de armisticio de 15 de dezembro de 1917 tinha-se terminado com a introducção a esse tratado, com o fim do estado de guerra, a Russia bolshevista recusou-se a cumprir um tratado que lhe foi imposto e que não podia acceitar, por a Russia bolshevista tomou-se a continuação de armisticio. <box>7 1507 207 1636</box>
section-title: Ao sr. ministro da Instrucção <box>887 412 1087 427</box>
ad-address: Rua dos Fanqueiros, 84, 1º. <box>1362 1452 1503 1465</box>
